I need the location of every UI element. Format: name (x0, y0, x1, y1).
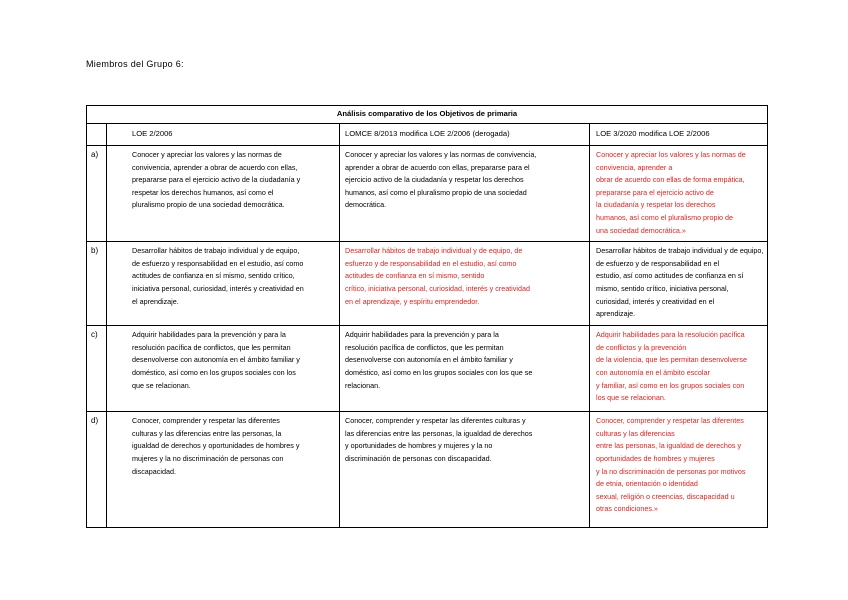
cell-text-line: Desarrollar hábitos de trabajo individual y de equipo, de (345, 246, 523, 256)
cell-text-line: los que se relacionan. (596, 393, 666, 403)
cell-text-line: prepararse para el ejercicio activo de (596, 187, 714, 197)
cell-text-line: de la violencia, que les permitan desenvolverse (596, 355, 748, 365)
cell-text-line: Adquirir habilidades para la resolución pacífica (596, 330, 745, 340)
cell-text-line: convivencia, aprender a obrar de acuerdo con ellas, (132, 162, 298, 172)
cell-text-line: Adquirir habilidades para la prevención y para la (345, 330, 499, 340)
cell-text-line: de conflictos y la prevención (596, 342, 687, 352)
cell-text-line: que se relacionan. (132, 380, 191, 390)
table-row (87, 242, 768, 326)
cell-text-line: ejercicio activo de la ciudadanía y respetar los derechos (345, 175, 524, 185)
cell-loe-2006 (107, 326, 340, 412)
cell-loe-2006 (107, 242, 340, 326)
cell-text-line: el aprendizaje. (132, 296, 179, 306)
table-title: Análisis comparativo de los Objetivos de primaria (87, 106, 768, 124)
cell-loe-2006 (107, 412, 340, 528)
cell-text-line: oportunidades de hombres y mujeres (596, 453, 715, 463)
row-letter: a) (87, 146, 107, 242)
cell-text-line: culturas y las diferencias entre las personas, la (132, 428, 282, 438)
cell-lomce (340, 326, 590, 412)
cell-text-line: con autonomía en el ámbito escolar (596, 367, 710, 377)
cell-text-line: Conocer, comprender y respetar las diferentes culturas y (345, 416, 526, 426)
table-row (87, 146, 768, 242)
cell-text-line: de etnia, orientación o identidad (596, 479, 698, 489)
cell-text-line: doméstico, así como en los grupos sociales con los (132, 367, 296, 377)
cell-text-line: Conocer y apreciar los valores y las normas de (132, 150, 282, 159)
cell-text-line: Conocer y apreciar los valores y las normas de (596, 150, 746, 159)
cell-text-line: discapacidad. (132, 466, 176, 476)
page-heading: Miembros del Grupo 6: (86, 59, 184, 69)
row-letter: d) (87, 412, 107, 528)
header-empty-cell (87, 124, 107, 146)
cell-text-line: iniciativa personal, curiosidad, interés y creatividad en (132, 283, 304, 293)
cell-text-line: la ciudadanía y respetar los derechos (596, 200, 716, 210)
cell-lomce (340, 242, 590, 326)
row-letter: c) (87, 326, 107, 412)
cell-text-line: relacionan. (345, 380, 381, 390)
column-header-lomce-2013: LOMCE 8/2013 modifica LOE 2/2006 (derogada) (340, 124, 590, 146)
cell-text-line: igualdad de derechos y oportunidades de hombres y (132, 441, 300, 451)
row-letter: b) (87, 242, 107, 326)
cell-text-line: actitudes de confianza en sí mismo, sentido crítico, (132, 271, 295, 281)
cell-text-line: desenvolverse con autonomía en el ámbito familiar y (132, 355, 300, 365)
cell-text-line: Conocer y apreciar los valores y las normas de convivencia, (345, 150, 537, 159)
cell-text-line: Desarrollar hábitos de trabajo individual y de equipo, (596, 246, 764, 256)
cell-text-line: y oportunidades de hombres y mujeres y la no (345, 441, 493, 451)
cell-text-line: resolución pacífica de conflictos, que les permitan (132, 342, 291, 352)
column-header-loe-2006: LOE 2/2006 (107, 124, 340, 146)
cell-text-line: Conocer, comprender y respetar las diferentes (596, 416, 744, 426)
comparison-table (86, 105, 768, 528)
cell-text-line: una sociedad democrática.» (596, 225, 686, 235)
cell-loe-2020 (590, 326, 768, 412)
column-header-loe-2020: LOE 3/2020 modifica LOE 2/2006 (590, 124, 768, 146)
cell-text-line: culturas y las diferencias (596, 428, 675, 438)
cell-loe-2020 (590, 146, 768, 242)
cell-text-line: estudio, así como actitudes de confianza en sí (596, 271, 744, 281)
cell-text-line: de esfuerzo y responsabilidad en el estudio, así como (132, 258, 304, 268)
cell-text-line: aprender a obrar de acuerdo con ellas, prepararse para el (345, 162, 530, 172)
cell-text-line: entre las personas, la igualdad de derechos y (596, 441, 742, 451)
cell-text-line: las diferencias entre las personas, la igualdad de derechos (345, 428, 533, 438)
table-row (87, 326, 768, 412)
cell-lomce (340, 412, 590, 528)
cell-text-line: otras condiciones.» (596, 504, 658, 514)
cell-text-line: crítico, iniciativa personal, curiosidad, interés y creatividad (345, 283, 530, 293)
cell-text-line: pluralismo propio de una sociedad democrática. (132, 200, 285, 210)
cell-text-line: mujeres y la no discriminación de personas con (132, 453, 284, 463)
cell-text-line: discriminación de personas con discapacidad. (345, 453, 492, 463)
cell-text-line: Desarrollar hábitos de trabajo individual y de equipo, (132, 246, 300, 256)
cell-text-line: aprendizaje. (596, 309, 636, 319)
cell-text-line: en el aprendizaje, y espíritu emprendedor. (345, 296, 480, 306)
cell-loe-2006 (107, 146, 340, 242)
cell-text-line: Conocer, comprender y respetar las diferentes (132, 416, 280, 426)
cell-loe-2020 (590, 242, 768, 326)
cell-text-line: Adquirir habilidades para la prevención y para la (132, 330, 286, 340)
cell-lomce (340, 146, 590, 242)
cell-text-line: humanos, así como el pluralismo propio de una sociedad (345, 187, 527, 197)
cell-text-line: respetar los derechos humanos, así como el (132, 187, 274, 197)
cell-text-line: actitudes de confianza en sí mismo, sentido (345, 271, 485, 281)
cell-text-line: resolución pacífica de conflictos, que les permitan (345, 342, 504, 352)
cell-text-line: prepararse para el ejercicio activo de la ciudadanía y (132, 175, 301, 185)
cell-text-line: obrar de acuerdo con ellas de forma empática, (596, 175, 745, 185)
table-row (87, 412, 768, 528)
cell-loe-2020 (590, 412, 768, 528)
cell-text-line: de esfuerzo y de responsabilidad en el (596, 258, 720, 268)
cell-text-line: y familiar, así como en los grupos sociales con (596, 380, 745, 390)
cell-text-line: democrática. (345, 200, 387, 210)
cell-text-line: convivencia, aprender a (596, 162, 673, 172)
cell-text-line: y la no discriminación de personas por motivos (596, 466, 746, 476)
cell-text-line: curiosidad, interés y creatividad en el (596, 296, 715, 306)
cell-text-line: sexual, religión o creencias, discapacidad u (596, 491, 735, 501)
cell-text-line: desenvolverse con autonomía en el ámbito familiar y (345, 355, 513, 365)
cell-text-line: mismo, sentido crítico, iniciativa personal, (596, 283, 729, 293)
cell-text-line: doméstico, así como en los grupos sociales con los que se (345, 367, 533, 377)
cell-text-line: humanos, así como el pluralismo propio de (596, 212, 734, 222)
cell-text-line: esfuerzo y de responsabilidad en el estudio, así como (345, 258, 517, 268)
